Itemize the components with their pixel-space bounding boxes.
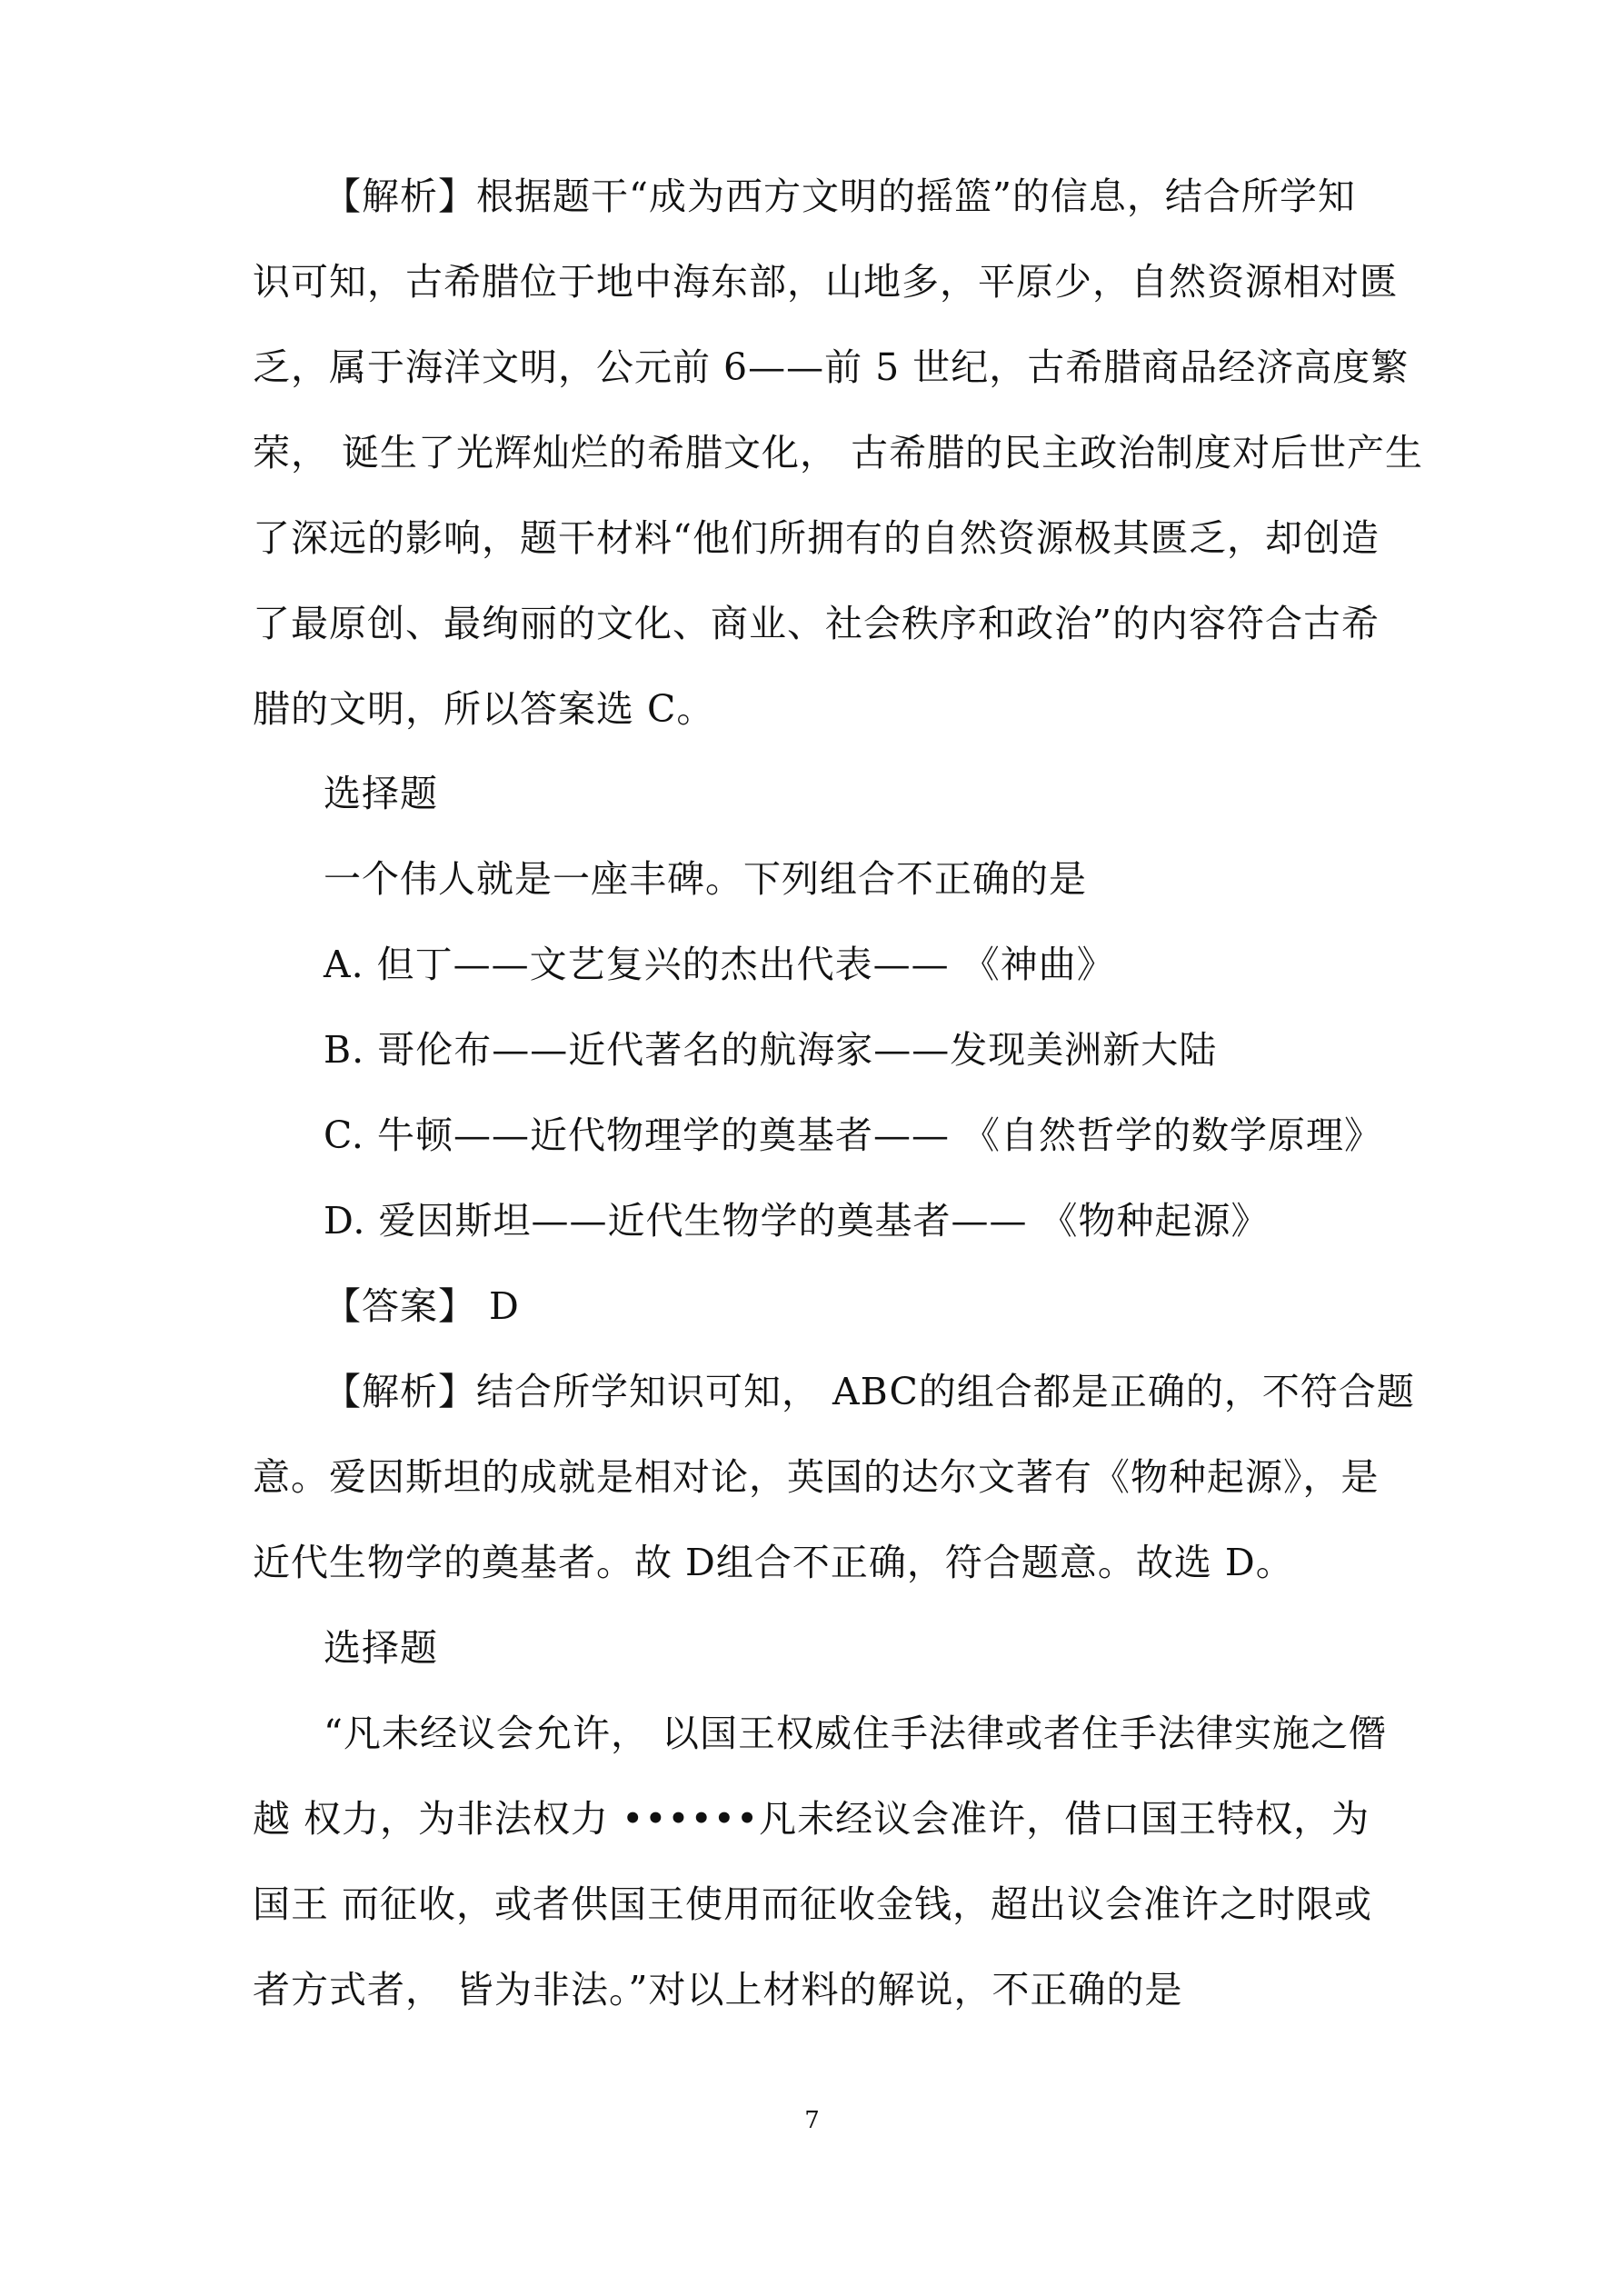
question-2-stem: 一个伟人就是一座丰碑。下列组合不正确的是	[324, 857, 1087, 901]
question-2-answer: 【答案】 D	[324, 1284, 520, 1328]
question-2-option-a: A. 但丁——文艺复兴的杰出代表—— 《神曲》	[324, 943, 1115, 986]
question-2-option-c: C. 牛顿——近代物理学的奠基者—— 《自然哲学的数学原理》	[324, 1113, 1383, 1157]
section-heading-choice-2: 选择题	[324, 1626, 438, 1670]
section-heading-choice-1: 选择题	[324, 772, 438, 815]
analysis-1-line-5: 了深远的影响，题干材料“他们所拥有的自然资源极其匮乏，却创造	[253, 516, 1380, 560]
analysis-1-line-4: 荣， 诞生了光辉灿烂的希腊文化， 古希腊的民主政治制度对后世产生	[253, 431, 1424, 474]
page-number: 7	[804, 2107, 820, 2134]
analysis-1-line-6: 了最原创、最绚丽的文化、商业、社会秩序和政治”的内容符合古希	[253, 602, 1380, 645]
analysis-1-line-7: 腊的文明，所以答案选 C。	[253, 687, 715, 731]
question-3-line-2: 越 权力，为非法权力 ••••••凡未经议会准许，借口国王特权，为	[253, 1797, 1370, 1841]
question-3-line-4: 者方式者， 皆为非法。”对以上材料的解说，不正确的是	[253, 1968, 1183, 2011]
analysis-1-line-3: 乏，属于海洋文明，公元前 6——前 5 世纪，古希腊商品经济高度繁	[253, 345, 1410, 389]
question-2-option-d: D. 爱因斯坦——近代生物学的奠基者—— 《物种起源》	[324, 1199, 1270, 1243]
analysis-2-line-1: 【解析】结合所学知识可知， ABC的组合都是正确的，不符合题	[324, 1370, 1415, 1413]
question-3-line-3: 国王 而征收，或者供国王使用而征收金钱，超出议会准许之时限或	[253, 1882, 1373, 1926]
analysis-1-line-1: 【解析】根据题干“成为西方文明的摇篮”的信息，结合所学知	[324, 175, 1356, 218]
analysis-1-line-2: 识可知，古希腊位于地中海东部，山地多，平原少，自然资源相对匮	[253, 260, 1398, 304]
question-3-line-1: “凡未经议会允许， 以国王权威住手法律或者住手法律实施之僭	[324, 1712, 1387, 1755]
analysis-2-line-2: 意。爱因斯坦的成就是相对论，英国的达尔文著有《物种起源》，是	[253, 1455, 1380, 1499]
analysis-2-line-3: 近代生物学的奠基者。故 D组合不正确，符合题意。故选 D。	[253, 1541, 1294, 1584]
question-2-option-b: B. 哥伦布——近代著名的航海家——发现美洲新大陆	[324, 1028, 1218, 1072]
